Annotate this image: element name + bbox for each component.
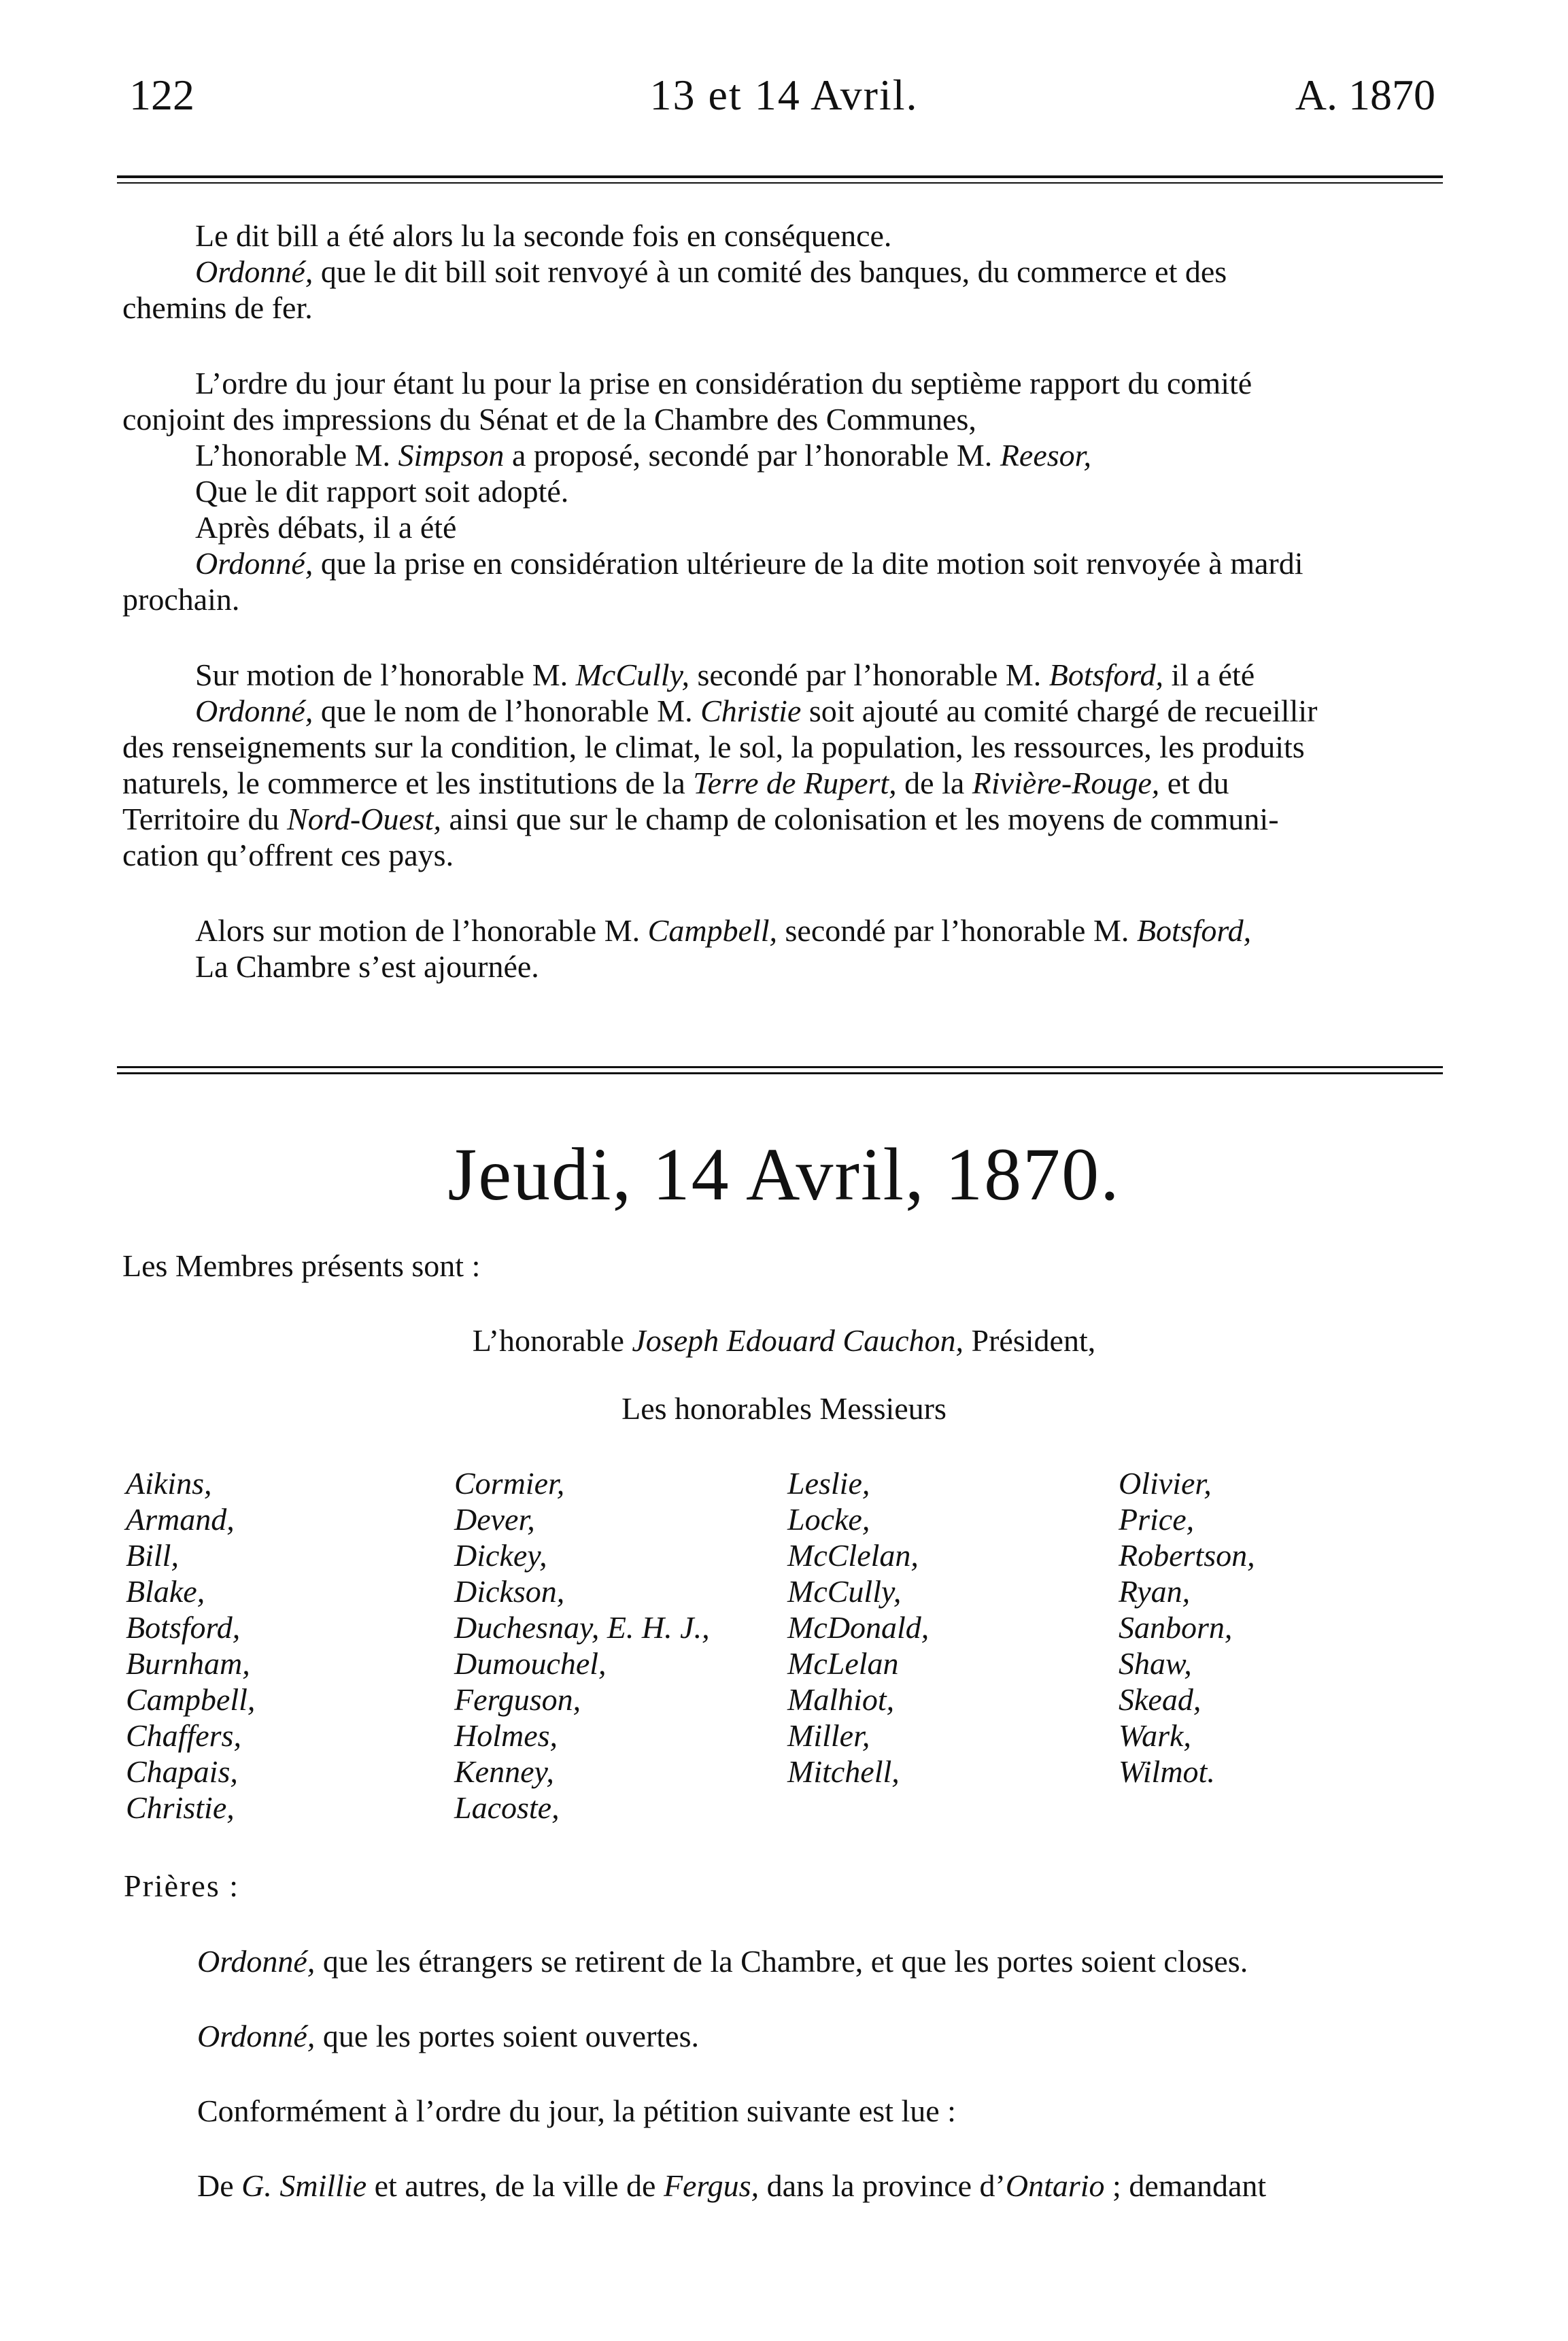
member-name: Olivier, — [1119, 1466, 1212, 1501]
p3-line2-b: soit ajouté au comité chargé de recueillir — [801, 694, 1318, 728]
president-name: Joseph Edouard Cauchon, — [632, 1323, 964, 1358]
p4-line1-b: secondé par l’honorable M. — [777, 913, 1137, 948]
member-name: Mitchell, — [787, 1754, 900, 1789]
p2-line1: L’ordre du jour étant lu pour la prise en considération du septième rapport du comité — [195, 366, 1252, 400]
p2-line7: prochain. — [122, 582, 240, 617]
member-name: Dever, — [454, 1502, 535, 1537]
members-intro: Les Membres présents sont : — [122, 1248, 481, 1283]
members-col-4 — [1119, 1465, 1255, 1790]
p6-line — [197, 2018, 699, 2054]
p3-line5-b: ainsi que sur le champ de colonisation et les moyens de communi- — [441, 802, 1279, 836]
member-name: Duchesnay, E. H. J., — [454, 1610, 710, 1645]
p6-ordonne: Ordonné, — [197, 2019, 316, 2053]
member-name: Miller, — [787, 1718, 870, 1753]
member-name: Armand, — [126, 1502, 235, 1537]
p3-line4-b: de la — [896, 766, 972, 800]
member-name: Locke, — [787, 1502, 870, 1537]
member-name: Dickson, — [454, 1574, 565, 1609]
p2-line3-a: L’honorable M. — [195, 438, 398, 473]
p8-line — [197, 2168, 1266, 2204]
member-name: Botsford, — [126, 1610, 241, 1645]
place-nord-ouest: Nord-Ouest, — [287, 802, 442, 836]
member-name: McDonald, — [787, 1610, 930, 1645]
p3-line1-b: secondé par l’honorable M. — [689, 657, 1049, 692]
p3-line1-c: il a été — [1163, 657, 1255, 692]
p1-line2 — [195, 254, 1227, 290]
p1-line2-text: que le dit bill soit renvoyé à un comité des banques, du commerce et des — [313, 254, 1227, 289]
member-name: Christie, — [126, 1790, 235, 1825]
name-botsford-2: Botsford, — [1136, 913, 1252, 948]
p7-line: Conformément à l’ordre du jour, la pétition suivante est lue : — [197, 2094, 956, 2128]
member-name: Malhiot, — [787, 1682, 895, 1717]
member-name: Skead, — [1119, 1682, 1201, 1717]
p3-line3: des renseignements sur la condition, le climat, le sol, la population, les ressources, les produits — [122, 730, 1305, 764]
p2-line6 — [195, 545, 1303, 581]
p3-line6: cation qu’offrent ces pays. — [122, 838, 454, 872]
member-name: Leslie, — [787, 1466, 870, 1501]
p3-ordonne: Ordonné, — [195, 694, 313, 728]
member-name: Wilmot. — [1119, 1754, 1215, 1789]
p3-line4-a: naturels, le commerce et les institutions de la — [122, 766, 694, 800]
honorables-heading: Les honorables Messieurs — [621, 1391, 947, 1426]
p1-line1: Le dit bill a été alors lu la seconde fois en conséquence. — [195, 218, 892, 253]
place-ontario: Ontario — [1005, 2168, 1105, 2203]
day-heading: Jeudi, 14 Avril, 1870. — [447, 1133, 1121, 1216]
place-terre-de-rupert: Terre de Rupert, — [693, 766, 897, 800]
member-name: Kenney, — [454, 1754, 554, 1789]
p2-line4: Que le dit rapport soit adopté. — [195, 474, 569, 509]
page-number: 122 — [129, 71, 194, 119]
member-name: Robertson, — [1119, 1538, 1255, 1573]
p6-text: que les portes soient ouvertes. — [315, 2019, 699, 2053]
p3-line5-a: Territoire du — [122, 802, 288, 836]
member-name: Bill, — [126, 1538, 179, 1573]
name-simpson: Simpson — [398, 438, 505, 473]
running-title: 13 et 14 Avril. — [649, 71, 919, 119]
p1-ordonne: Ordonné, — [195, 254, 313, 289]
p3-line5 — [122, 801, 1279, 837]
president-suffix: Président, — [964, 1323, 1096, 1358]
member-name: Wark, — [1119, 1718, 1191, 1753]
p5-line — [197, 1943, 1248, 1979]
p8-d: ; demandant — [1104, 2168, 1267, 2203]
place-riviere-rouge: Rivière-Rouge, — [972, 766, 1160, 800]
p2-line2: conjoint des impressions du Sénat et de la Chambre des Communes, — [122, 402, 976, 437]
members-col-1 — [126, 1465, 255, 1826]
p2-line6-text: que la prise en considération ultérieure de la dite motion soit renvoyée à mardi — [313, 546, 1303, 581]
p2-line5: Après débats, il a été — [195, 510, 457, 545]
section-rule-top — [117, 1066, 1443, 1068]
p4-line2: La Chambre s’est ajournée. — [195, 949, 539, 984]
members-col-3 — [787, 1465, 929, 1790]
name-mccully: McCully, — [575, 657, 689, 692]
member-name: Chapais, — [126, 1754, 238, 1789]
p3-line4 — [122, 765, 1229, 801]
member-name: McClelan, — [787, 1538, 919, 1573]
p8-c: dans la province d’ — [759, 2168, 1006, 2203]
member-name: Dumouchel, — [454, 1646, 607, 1681]
member-name: Aikins, — [126, 1466, 212, 1501]
member-name: Burnham, — [126, 1646, 250, 1681]
p2-ordonne: Ordonné, — [195, 546, 313, 581]
name-campbell: Campbell, — [647, 913, 778, 948]
p3-line2-a: que le nom de l’honorable M. — [313, 694, 701, 728]
header-rule-thin — [117, 182, 1443, 184]
president-line — [0, 1322, 1568, 1359]
p4-line1-a: Alors sur motion de l’honorable M. — [195, 913, 648, 948]
place-fergus: Fergus, — [663, 2168, 760, 2203]
name-smillie: G. Smillie — [241, 2168, 367, 2203]
member-name: Holmes, — [454, 1718, 558, 1753]
p5-text: que les étrangers se retirent de la Chambre, et que les portes soient closes. — [315, 1944, 1248, 1979]
p8-a: De — [197, 2168, 242, 2203]
member-name: Campbell, — [126, 1682, 256, 1717]
member-name: Ferguson, — [454, 1682, 581, 1717]
member-name: Cormier, — [454, 1466, 565, 1501]
p5-ordonne: Ordonné, — [197, 1944, 316, 1979]
member-name: McLelan — [787, 1646, 899, 1681]
members-col-2 — [454, 1465, 710, 1826]
p2-line3 — [195, 437, 1091, 473]
member-name: Blake, — [126, 1574, 205, 1609]
section-rule-bottom — [117, 1072, 1443, 1074]
member-name: Sanborn, — [1119, 1610, 1233, 1645]
header-rule-thick — [117, 175, 1443, 178]
p3-line1 — [195, 657, 1255, 693]
member-name: Chaffers, — [126, 1718, 241, 1753]
member-name: Lacoste, — [454, 1790, 560, 1825]
name-reesor: Reesor, — [1000, 438, 1091, 473]
p8-b: et autres, de la ville de — [367, 2168, 664, 2203]
member-name: McCully, — [787, 1574, 902, 1609]
name-botsford: Botsford, — [1049, 657, 1164, 692]
member-name: Shaw, — [1119, 1646, 1192, 1681]
name-christie: Christie — [700, 694, 802, 728]
p3-line4-c: et du — [1159, 766, 1229, 800]
prieres-heading: Prières : — [124, 1868, 240, 1903]
p1-line3: chemins de fer. — [122, 290, 313, 325]
member-name: Dickey, — [454, 1538, 547, 1573]
p3-line2 — [195, 693, 1317, 729]
p4-line1 — [195, 912, 1251, 949]
p2-line3-b: a proposé, secondé par l’honorable M. — [504, 438, 1000, 473]
member-name: Ryan, — [1119, 1574, 1191, 1609]
running-year: A. 1870 — [1295, 71, 1435, 119]
member-name: Price, — [1119, 1502, 1195, 1537]
president-prefix: L’honorable — [472, 1323, 632, 1358]
p3-line1-a: Sur motion de l’honorable M. — [195, 657, 576, 692]
